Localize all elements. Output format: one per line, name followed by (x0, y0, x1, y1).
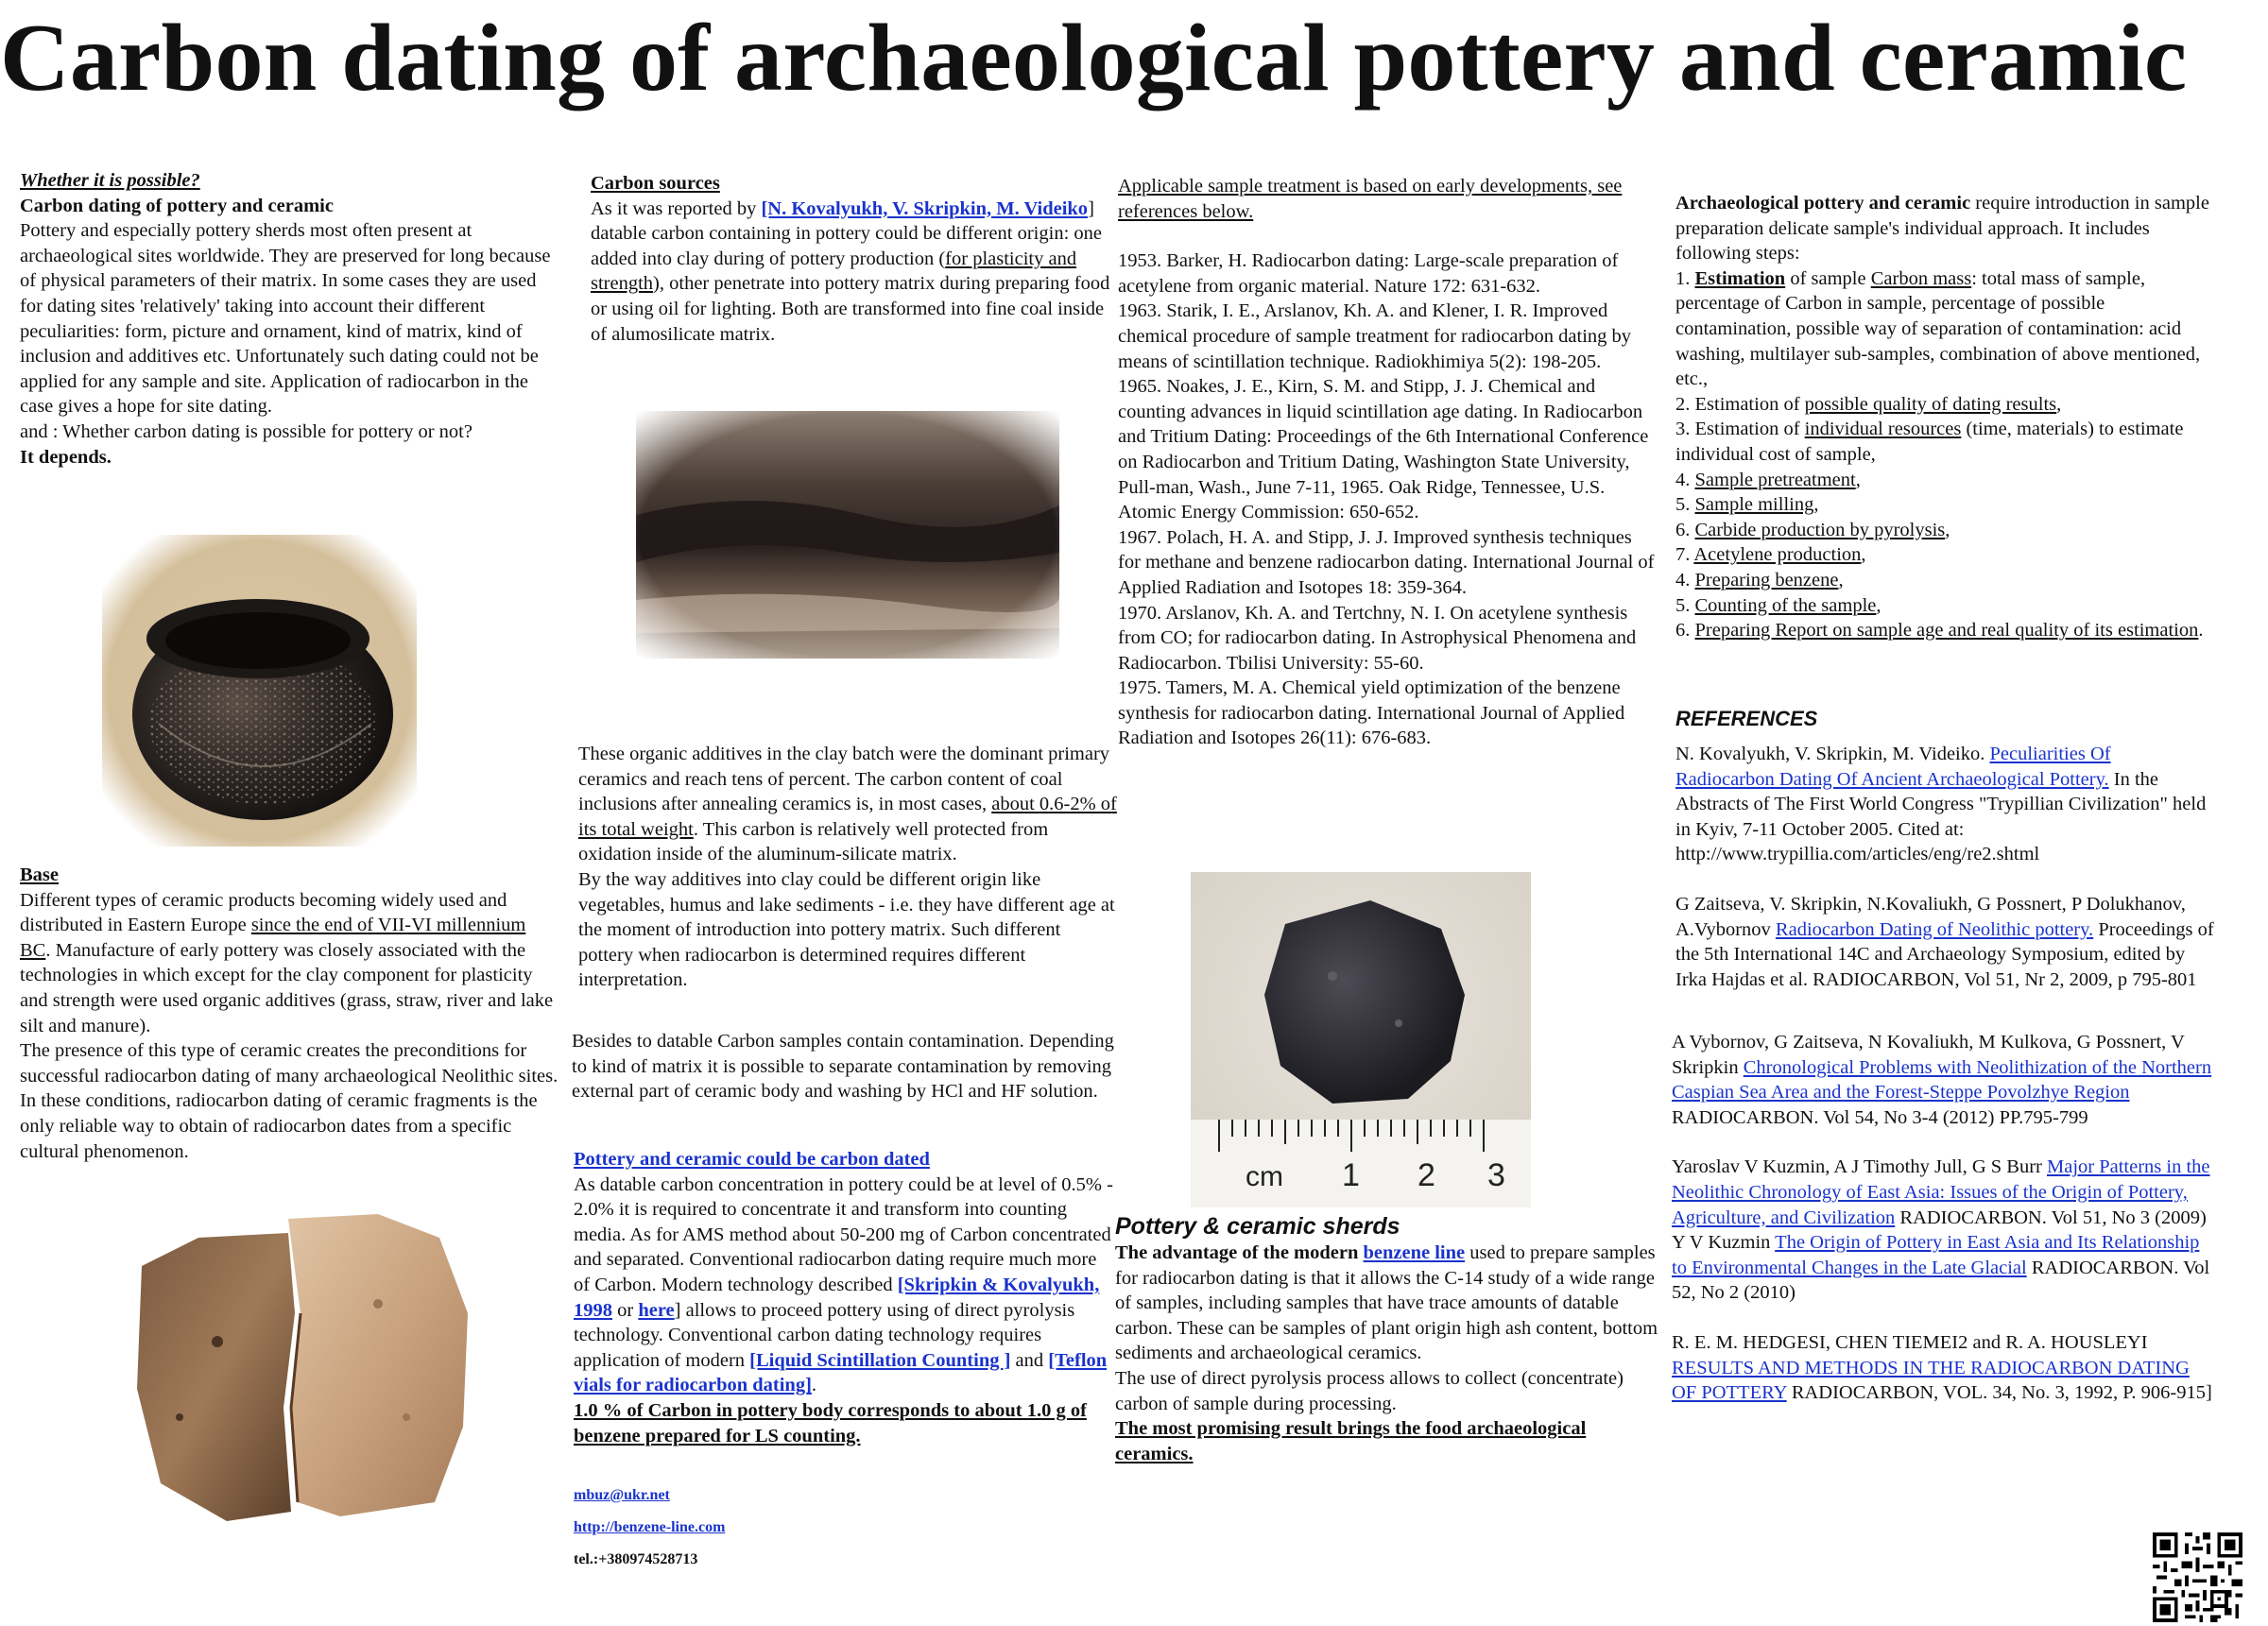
reference-link[interactable]: RESULTS AND METHODS IN THE RADIOCARBON DATING OF POTTERY (1672, 1357, 2190, 1404)
reference-link[interactable]: Peculiarities Of Radiocarbon Dating Of Ancient Archaeological Pottery. (1675, 744, 2111, 790)
ruler-label-2: 2 (1418, 1157, 1435, 1193)
reference-item: Yaroslav V Kuzmin, A J Timothy Jull, G S Burr Major Patterns in the Neolithic Chronology of East Asia: Issues of the Origin of Pottery, Agriculture, and Civilization RADIOCARBON. Vol 51, No 3 (2009) (1672, 1156, 2210, 1228)
promising-result: The most promising result brings the food archaeological ceramics. (1115, 1418, 1587, 1464)
steps-intro: Archaeological pottery and ceramic require introduction in sample preparation delicate sample's individual approach. It includes following steps: (1675, 193, 2209, 265)
steps-section (1675, 191, 2214, 643)
sherds-section (1115, 1212, 1658, 1466)
step-item: 5. Counting of the sample, (1675, 594, 1881, 616)
page-title: Carbon dating of archaeological pottery and ceramic (0, 5, 2188, 111)
sample-treatment-intro: Applicable sample treatment is based on early developments, see references below. (1118, 176, 1623, 222)
early-reference: 1965. Noakes, J. E., Kirn, S. M. and Stipp, J. J. Chemical and counting advances in liquid scintillation age dating. In Radiocarbon and Tritium Dating: Proceedings of the 6th International Conference on Radiocarbon and Tritium Dating, Washington State University, Pull-man, Wash., June 7-11, 1965. Oak Ridge, Tennessee, U.S. Atomic Energy Commission: 650-652. (1118, 376, 1649, 523)
ruler-label-cm: cm (1246, 1161, 1283, 1192)
intro-paragraph: Pottery and especially pottery sherds most often present at archaeological sites worldwide. They are preserved for long because of physical parameters of their matrix. In some cases they are used for dating sites 'relatively' taking into account their different peculiarities: form, picture and ornament, kind of matrix, kind of inclusion and additives etc. Unfortunately such dating could not be applied for any sample and site. Application of radiocarbon in the case gives a hope for site dating. (20, 220, 551, 418)
reference-block-1 (1675, 742, 2214, 1018)
reference-block-2 (1672, 1030, 2214, 1406)
here-link[interactable]: here (638, 1299, 675, 1321)
reference-item: Y V Kuzmin The Origin of Pottery in East Asia and Its Relationship to Environmental Changes in the Late Glacial RADIOCARBON. Vol 52, No 2 (2010) (1672, 1232, 2210, 1304)
intro-subheading: Carbon dating of pottery and ceramic (20, 195, 334, 216)
website-link[interactable]: http://benzene-line.com (574, 1519, 726, 1535)
reference-item: A Vybornov, G Zaitseva, N Kovaliukh, M Kulkova, G Possnert, V Skripkin Chronological Problems with Neolithization of the Northern Caspian Sea Area and the Forest-Steppe Povolzhye Region RADIOCARBON. Vol 54, No 3-4 (2012) PP.795-799 (1672, 1032, 2212, 1128)
benzene-line-paragraph: The advantage of the modern benzene line used to prepare samples for radiocarbon dating is that it allows the C-14 study of a wide range of samples, including samples that have trace amounts of datable carbon. These can be samples of plant origin high ash content, bottom sediments and archaeological ceramics. (1115, 1242, 1658, 1364)
skripkin-link[interactable]: [Skripkin & Kovalyukh, 1998 (574, 1274, 1100, 1321)
kovalyukh-link[interactable]: [N. Kovalyukh, V. Skripkin, M. Videiko (761, 197, 1089, 219)
intro-question: Whether it is possible? (20, 170, 200, 191)
teflon-vials-link[interactable]: [Teflon vials for radiocarbon dating] (574, 1349, 1108, 1396)
reference-link[interactable]: The Origin of Pottery in East Asia and Its Relationship to Environmental Changes in the Late Glacial (1672, 1232, 2200, 1278)
sherd-with-ruler-image (1191, 872, 1531, 1207)
reference-item: G Zaitseva, V. Skripkin, N.Kovaliukh, G Possnert, P Dolukhanov, A.Vybornov Radiocarbon Dating of Neolithic pottery. Proceedings of the 5th International 14C and Archaeology Symposium, edited by Irka Hajdas et al. RADIOCARBON, Vol 51, Nr 2, 2009, p 795-801 (1675, 893, 2214, 990)
email-link[interactable]: mbuz@ukr.net (574, 1487, 670, 1503)
step-item: 6. Preparing Report on sample age and real quality of its estimation. (1675, 620, 2204, 642)
step-item: 2. Estimation of possible quality of dating results, (1675, 393, 2062, 415)
step-item: 6. Carbide production by pyrolysis, (1675, 519, 1950, 540)
step-item: 1. Estimation of sample Carbon mass: total mass of sample, percentage of Carbon in sample, percentage of possible contamination, possible way of separation of contamination: acid washing, multilayer sub-samples, combination of above mentioned, etc., (1675, 267, 2201, 390)
step-item: 4. Preparing benzene, (1675, 569, 1844, 590)
intro-section (20, 168, 558, 470)
organic-additives-section (578, 742, 1117, 1014)
early-reference: 1970. Arslanov, Kh. A. and Tertchny, N. I. On acetylene synthesis from CO; for radiocarbon dating. In Astrophysical Phenomena and Radiocarbon. Tbilisi University: 55-60. (1118, 602, 1637, 674)
qr-code-icon[interactable] (2153, 1532, 2242, 1622)
additives-origin-paragraph: By the way additives into clay could be different origin like vegetables, humus and lake sediments - i.e. they have different age at the moment of introduction into pottery matrix. Such different pottery when radiocarbon is determined requires different interpretation. (578, 868, 1115, 991)
early-reference: 1953. Barker, H. Radiocarbon dating: Large-scale preparation of acetylene from organic material. Nature 172: 631-632. (1118, 250, 1619, 297)
base-paragraph: Different types of ceramic products becoming widely used and distributed in Eastern Europe since the end of VII-VI millennium BC. Manufacture of early pottery was closely associated with the technologies in which except for the clay component for plasticity and strength were used organic additives (grass, straw, river and lake silt and manure). (20, 889, 554, 1036)
pyrolysis-paragraph: The use of direct pyrolysis process allows to collect (concentrate) carbon of sample during processing. (1115, 1367, 1624, 1414)
reference-link[interactable]: Radiocarbon Dating of Neolithic pottery. (1775, 918, 2094, 940)
pottery-cross-section-image (636, 411, 1059, 659)
phone-number: tel.:+380974528713 (574, 1551, 698, 1567)
base-heading: Base (20, 864, 59, 885)
ruler-label-1: 1 (1342, 1157, 1360, 1193)
base-paragraph-2: The presence of this type of ceramic creates the preconditions for successful radiocarbon dating of many archaeological Neolithic sites. In these conditions, radiocarbon dating of ceramic fragments is the only reliable way to obtain of radiocarbon dates from a specific cultural phenomenon. (20, 1040, 558, 1162)
references-heading: REFERENCES (1675, 707, 1818, 730)
references-early-section (1118, 174, 1657, 856)
carbon-sources-paragraph: As it was reported by [N. Kovalyukh, V. Skripkin, M. Videiko] datable carbon containing in pottery could be different origin: one added into clay during of pottery production (for plasticity and strength), other penetrate into pottery matrix during preparing food or using oil for lighting. Both are transformed into fine coal inside of alumosilicate matrix. (591, 197, 1110, 345)
step-item: 5. Sample milling, (1675, 494, 1819, 516)
carbon-sources-heading: Carbon sources (591, 173, 720, 194)
early-reference: 1975. Tamers, M. A. Chemical yield optimization of the benzene synthesis for radiocarbon dating. International Journal of Applied Radiation and Isotopes 26(11): 676-683. (1118, 677, 1625, 749)
neolithic-pot-image (102, 535, 417, 847)
organic-additives-paragraph: These organic additives in the clay batch were the dominant primary ceramics and reach tens of percent. The carbon content of coal inclusions after annealing ceramics is, in most cases, about 0.6-2% of its total weight. This carbon is relatively well protected from oxidation inside of the aluminum-silicate matrix. (578, 744, 1117, 865)
contacts (574, 1485, 952, 1570)
carbon-dated-paragraph: As datable carbon concentration in pottery could be at level of 0.5% - 2.0% it is required to concentrate it and transform into counting media. As for AMS method about 50-200 mg of Carbon concentrated and separated. Conventional radiocarbon dating require much more of Carbon. Modern technology described [Skripkin & Kovalyukh, 1998 or here] allows to proceed pottery using of direct pyrolysis technology. Conventional carbon dating technology requires application of modern [Liquid Scintillation Counting ] and [Teflon vials for radiocarbon dating]. (574, 1173, 1113, 1396)
carbon-dated-heading-link[interactable]: Pottery and ceramic could be carbon dated (574, 1149, 930, 1170)
benzene-line-link[interactable]: benzene line (1363, 1242, 1466, 1263)
reference-link[interactable]: Major Patterns in the Neolithic Chronology of East Asia: Issues of the Origin of Pottery, Agriculture, and Civilization (1672, 1156, 2210, 1228)
reference-item: R. E. M. HEDGESI, CHEN TIEMEI2 and R. A. HOUSLEYI RESULTS AND METHODS IN THE RADIOCARBON DATING OF POTTERY RADIOCARBON, VOL. 34, No. 3, 1992, P. 906-915] (1672, 1331, 2212, 1404)
contamination-paragraph: Besides to datable Carbon samples contain contamination. Depending to kind of matrix it is possible to separate contamination by removing external part of ceramic body and washing by HCl and HF solution. (572, 1031, 1114, 1103)
carbon-sources-section (591, 171, 1115, 347)
early-reference: 1967. Polach, H. A. and Stipp, J. J. Improved synthesis techniques for methane and benzene radiocarbon dating. International Journal of Applied Radiation and Isotopes 18: 359-364. (1118, 526, 1655, 598)
reference-item: N. Kovalyukh, V. Skripkin, M. Videiko. Peculiarities Of Radiocarbon Dating Of Ancient Archaeological Pottery. In the Abstracts of The First World Congress "Trypillian Civilization" held in Kyiv, 7-11 October 2005. Cited at: http://www.trypillia.com/articles/eng/re2.shtml (1675, 744, 2207, 865)
ceramic-fragments-image (123, 1200, 487, 1531)
step-item: 4. Sample pretreatment, (1675, 469, 1861, 490)
early-reference: 1963. Starik, I. E., Arslanov, Kh. A. and Klener, I. R. Improved chemical procedure of sample treatment for radiocarbon dating by means of scintillation technique. Radiokhimiya 5(2): 198-205. (1118, 300, 1632, 372)
intro-question-line: and : Whether carbon dating is possible for pottery or not? (20, 420, 472, 442)
reference-link[interactable]: Chronological Problems with Neolithization of the Northern Caspian Sea Area and the Forest-Steppe Povolzhye Region (1672, 1056, 2212, 1104)
lsc-link[interactable]: [Liquid Scintillation Counting ] (749, 1349, 1011, 1371)
ruler-label-3: 3 (1487, 1157, 1505, 1193)
carbon-benzene-ratio: 1.0 % of Carbon in pottery body corresponds to about 1.0 g of benzene prepared for LS counting. (574, 1399, 1087, 1446)
carbon-dated-section (574, 1147, 1117, 1448)
sherds-heading: Pottery & ceramic sherds (1115, 1213, 1400, 1240)
step-item: 3. Estimation of individual resources (time, materials) to estimate individual cost of sample, (1675, 419, 2184, 465)
step-item: 7. Acetylene production, (1675, 544, 1866, 566)
intro-answer: It depends. (20, 446, 112, 468)
base-section (20, 863, 558, 1164)
